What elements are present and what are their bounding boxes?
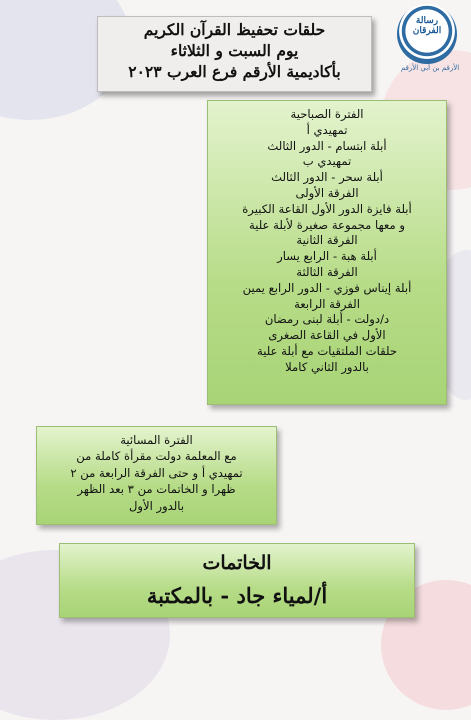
morning-line: و معها مجموعة صغيرة لأبلة علية: [249, 217, 405, 232]
morning-line: أبلة ابتسام - الدور الثالث: [267, 138, 387, 153]
header-box: [97, 16, 372, 92]
evening-line: تمهيدي أ و حتى الفرقة الرابعة من ٢: [70, 465, 243, 480]
khatmat-box: [59, 543, 415, 618]
header-line: بأكاديمية الأرقم فرع العرب ٢٠٢٣: [128, 62, 341, 81]
evening-line: ظهرا و الخاتمات من ٣ بعد الظهر: [77, 482, 236, 497]
logo-text: رسالة الفرقان: [412, 16, 442, 36]
morning-line: تمهيدي ب: [302, 154, 352, 169]
academy-logo: [394, 2, 466, 74]
evening-line: مع المعلمة دولت مقرأة كاملة من: [76, 449, 237, 464]
khatmat-teacher: أ/لمياء جاد - بالمكتبة: [146, 583, 328, 608]
morning-line: الفرقة الثانية: [296, 233, 358, 248]
evening-schedule-box: [36, 426, 277, 525]
morning-line: الفرقة الرابعة: [294, 296, 360, 311]
morning-line: أبلة فايزة الدور الأول القاعة الكبيرة: [242, 201, 412, 216]
morning-line: أبلة إيناس فوزي - الدور الرابع يمين: [242, 280, 412, 295]
morning-line: تمهيدي أ: [306, 122, 348, 137]
morning-line: بالدور الثاني كاملا: [285, 359, 369, 374]
morning-schedule-box: [207, 100, 447, 405]
evening-line: بالدور الأول: [128, 498, 185, 513]
evening-heading: الفترة المسائية: [120, 433, 193, 447]
header-line: يوم السبت و الثلاثاء: [170, 41, 299, 60]
morning-heading: الفترة الصباحية: [290, 107, 364, 121]
morning-line: أبلة سحر - الدور الثالث: [271, 170, 383, 185]
morning-line: الفرقة الأولى: [295, 185, 359, 200]
morning-line: الفرقة الثالثة: [296, 264, 358, 279]
header-line: حلقات تحفيظ القرآن الكريم: [143, 20, 326, 39]
morning-line: حلقات الملتقيات مع أبلة علية: [256, 343, 397, 358]
khatmat-title: الخاتمات: [202, 552, 272, 574]
morning-line: د/دولت - أبلة لبنى رمضان: [264, 312, 390, 327]
logo-caption: الأرقم بن أبي الأرقم: [400, 64, 460, 72]
morning-line: الأول في القاعة الصغرى: [268, 328, 386, 343]
morning-line: أبلة هبة - الرابع يسار: [277, 249, 377, 264]
